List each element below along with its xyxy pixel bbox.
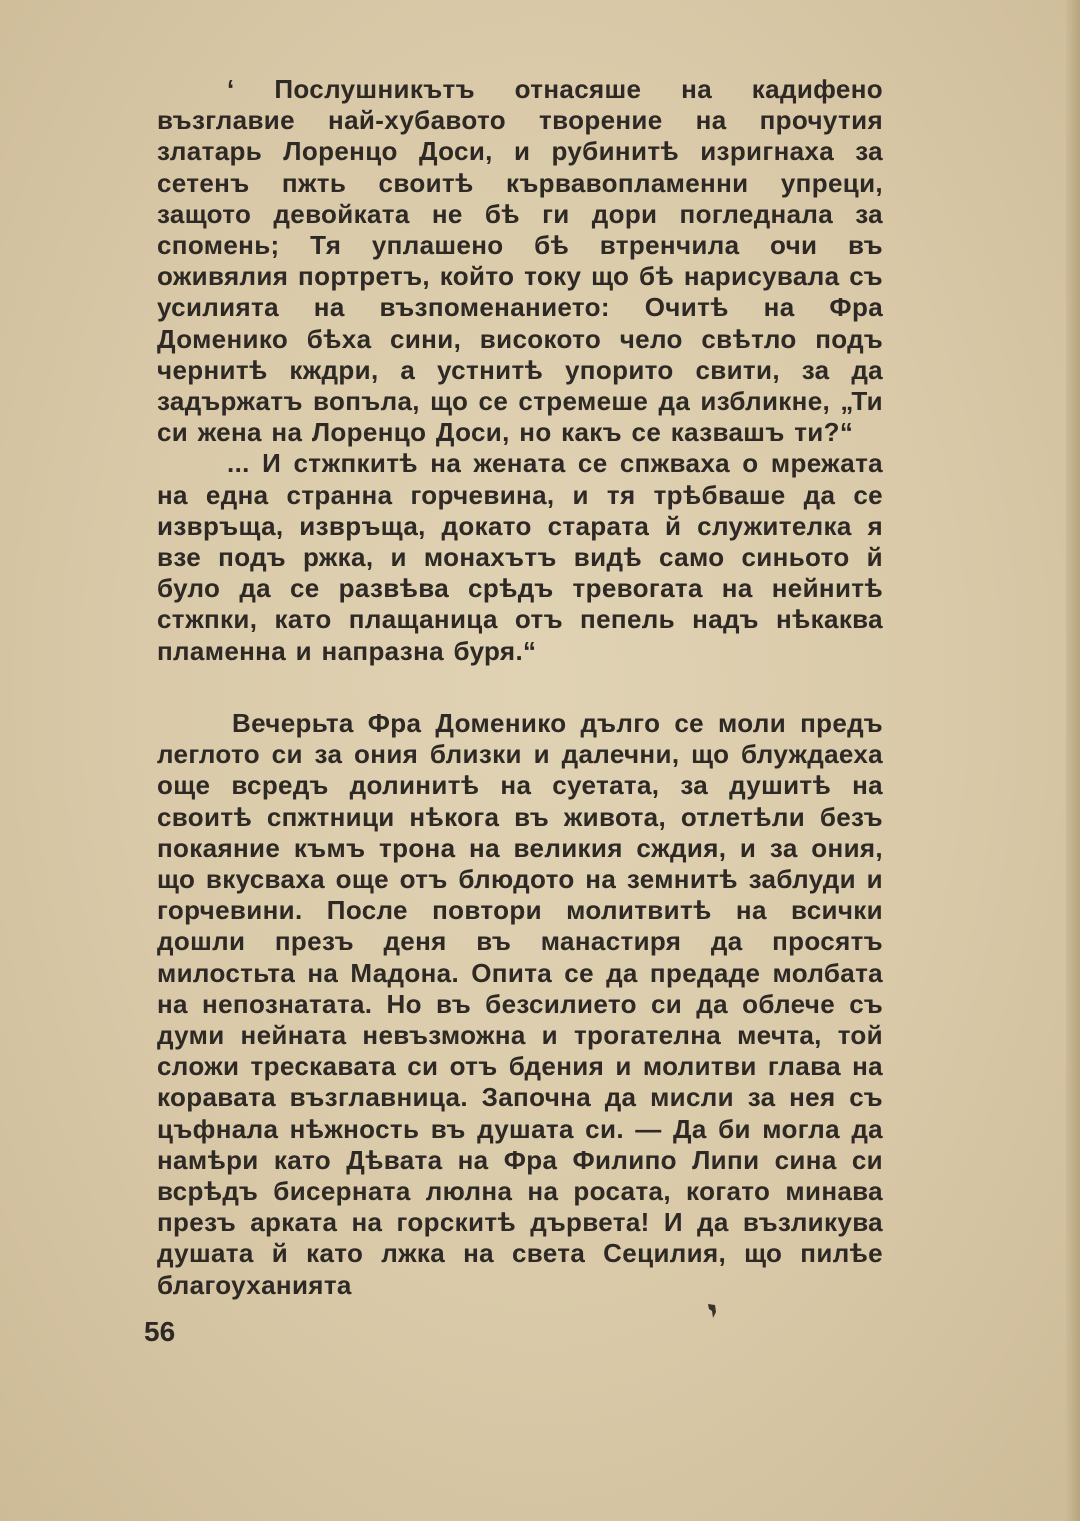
paragraph: Вечерьта Фра Доменико дълго се моли предъ леглото си за ония близки и далечни, що блуждаеха още всредъ долинитѣ на суетата, за душитѣ на своитѣ спжтници нѣкога въ живота, отлетѣли безъ покаяние къмъ трона на великия сждия, и за ония, що вкусваха още отъ блюдото на земнитѣ заблуди и горчевини. После повтори молитвитѣ на всички дошли презъ деня въ манастиря да просятъ милостьта на Мадона. Опита се да предаде молбата на непознатата. Но въ безсилието си да облече съ думи нейната невъзможна и трогателна мечта, той сложи трескавата си отъ бдения и молитви глава на коравата възглавница. Започна да мисли за нея съ цъфнала нѣжность въ душата си. — Да би могла да намѣри като Дѣвата на Фра Филипо Липи сина си всрѣдъ бисерната люлна на росата, когато минава презъ арката на горскитѣ дървета! И да възликува душата й като лжка на света Сецилия, що пилѣе благоуханията bbox=[157, 708, 883, 1300]
page-number: 56 bbox=[144, 1316, 176, 1347]
paragraph: ... И стжпкитѣ на жената се спжваха о мрежата на една странна горчевина, и тя трѣбваше да се извръща, извръща, докато старата й служителка я взе подъ ржка, и монахътъ видѣ само синьото й було да се развѣва срѣдъ тревогата на нейнитѣ стжпки, като плащаница отъ пепель надъ нѣкаква пламенна и напразна буря.“ bbox=[157, 448, 883, 666]
bottom-text-block bbox=[157, 708, 883, 1301]
page-edge-shadow bbox=[1066, 0, 1080, 1521]
ink-mark-icon bbox=[706, 1302, 718, 1320]
paragraph: ‘ Послушникътъ отнасяше на кадифено възглавие най-хубавото творение на прочутия златарь Лоренцо Доси, и рубинитѣ изригнаха за сетенъ пжть своитѣ кървавопламенни упреци, защото девойката не бѣ ги дори погледнала за спомень; Тя уплашено бѣ втренчила очи въ оживялия портретъ, който току що бѣ нарисувала съ усилията на възпоменанието: Очитѣ на Фра Доменико бѣха сини, високото чело свѣтло подъ чернитѣ кждри, а устнитѣ упорито свити, за да задържатъ вопъла, що се стремеше да избликне, „Ти си жена на Лоренцо Доси, но какъ се казвашъ ти?“ bbox=[157, 74, 883, 448]
top-text-block bbox=[157, 74, 883, 667]
